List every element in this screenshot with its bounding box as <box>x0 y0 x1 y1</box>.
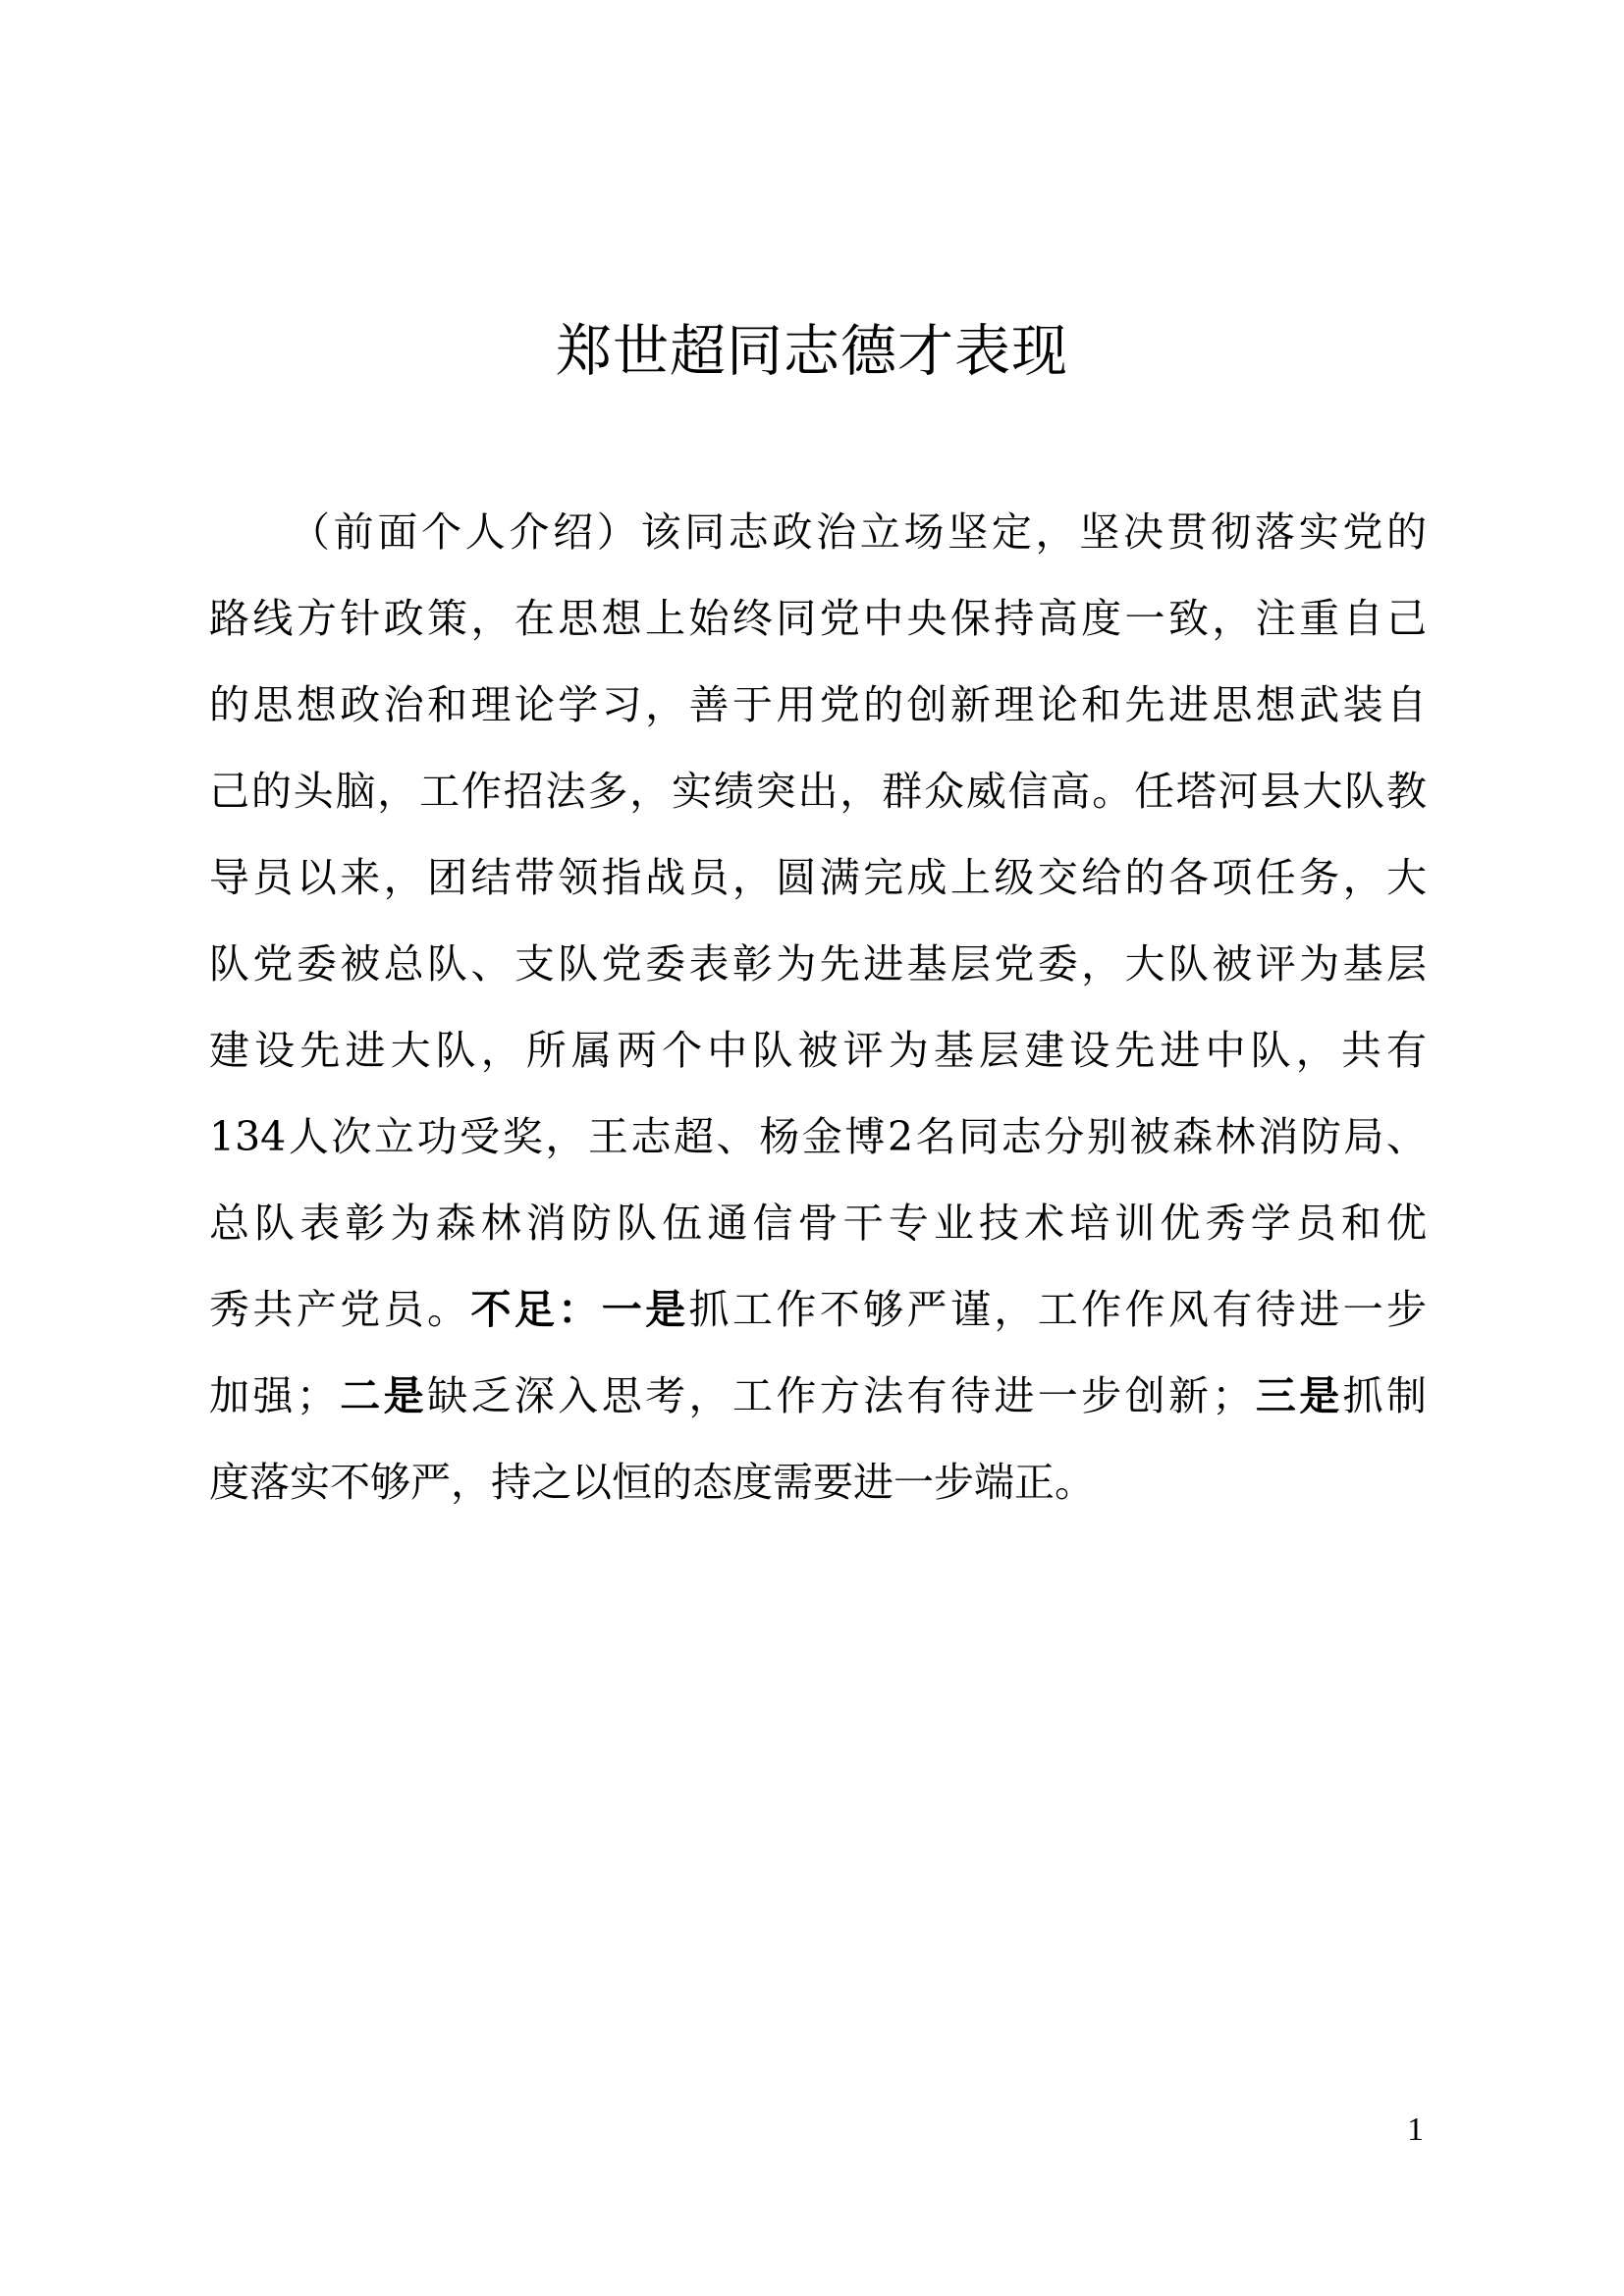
body-paragraph <box>209 489 1427 1525</box>
line-11-text-1: 加强； <box>209 1372 337 1419</box>
point-three-label: 三是 <box>1252 1372 1343 1419</box>
point-two-label: 二是 <box>336 1372 428 1419</box>
point-one-label: 一是 <box>601 1286 689 1333</box>
paragraph-line-6: 队党委被总队、支队党委表彰为先进基层党委，大队被评为基层 <box>209 940 1427 988</box>
document-title: 郑世超同志德才表现 <box>556 319 1068 384</box>
paragraph-line-7: 建设先进大队，所属两个中队被评为基层建设先进中队，共有 <box>209 1027 1427 1074</box>
line-8-text-1: 人次立功受奖，王志超、杨金博 <box>286 1113 888 1160</box>
paragraph-line-2: 路线方针政策，在思想上始终同党中央保持高度一致，注重自己 <box>209 595 1427 642</box>
paragraph-line-1: （前面个人介绍）该同志政治立场坚定，坚决贯彻落实党的 <box>290 508 1427 556</box>
line-11-text-3: 抓制 <box>1342 1372 1428 1419</box>
line-11-text-2: 缺乏深入思考，工作方法有待进一步创新； <box>427 1372 1253 1419</box>
paragraph-line-11 <box>209 1353 1427 1439</box>
paragraph-line-3: 的思想政治和理论学习，善于用党的创新理论和先进思想武装自 <box>209 681 1427 728</box>
count-number: 134 <box>209 1113 287 1160</box>
paragraph-line-4: 己的头脑，工作招法多，实绩突出，群众威信高。任塔河县大队教 <box>209 768 1427 815</box>
shortcomings-heading: 不足： <box>470 1286 602 1333</box>
paragraph-line-10 <box>209 1266 1427 1353</box>
person-count-number: 2 <box>887 1113 914 1160</box>
paragraph-line-9: 总队表彰为森林消防队伍通信骨干专业技术培训优秀学员和优 <box>209 1200 1427 1247</box>
page-number: 1 <box>1407 2111 1424 2148</box>
line-10-text-2: 抓工作不够严谨，工作作风有待进一步 <box>688 1286 1428 1333</box>
line-8-text-2: 名同志分别被森林消防局、 <box>913 1113 1428 1160</box>
paragraph-line-12: 度落实不够严，持之以恒的态度需要进一步端正。 <box>209 1459 1095 1506</box>
paragraph-line-5: 导员以来，团结带领指战员，圆满完成上级交给的各项任务，大 <box>209 854 1427 901</box>
paragraph-line-8 <box>209 1094 1427 1180</box>
line-10-text-1: 秀共产党员。 <box>209 1286 471 1333</box>
